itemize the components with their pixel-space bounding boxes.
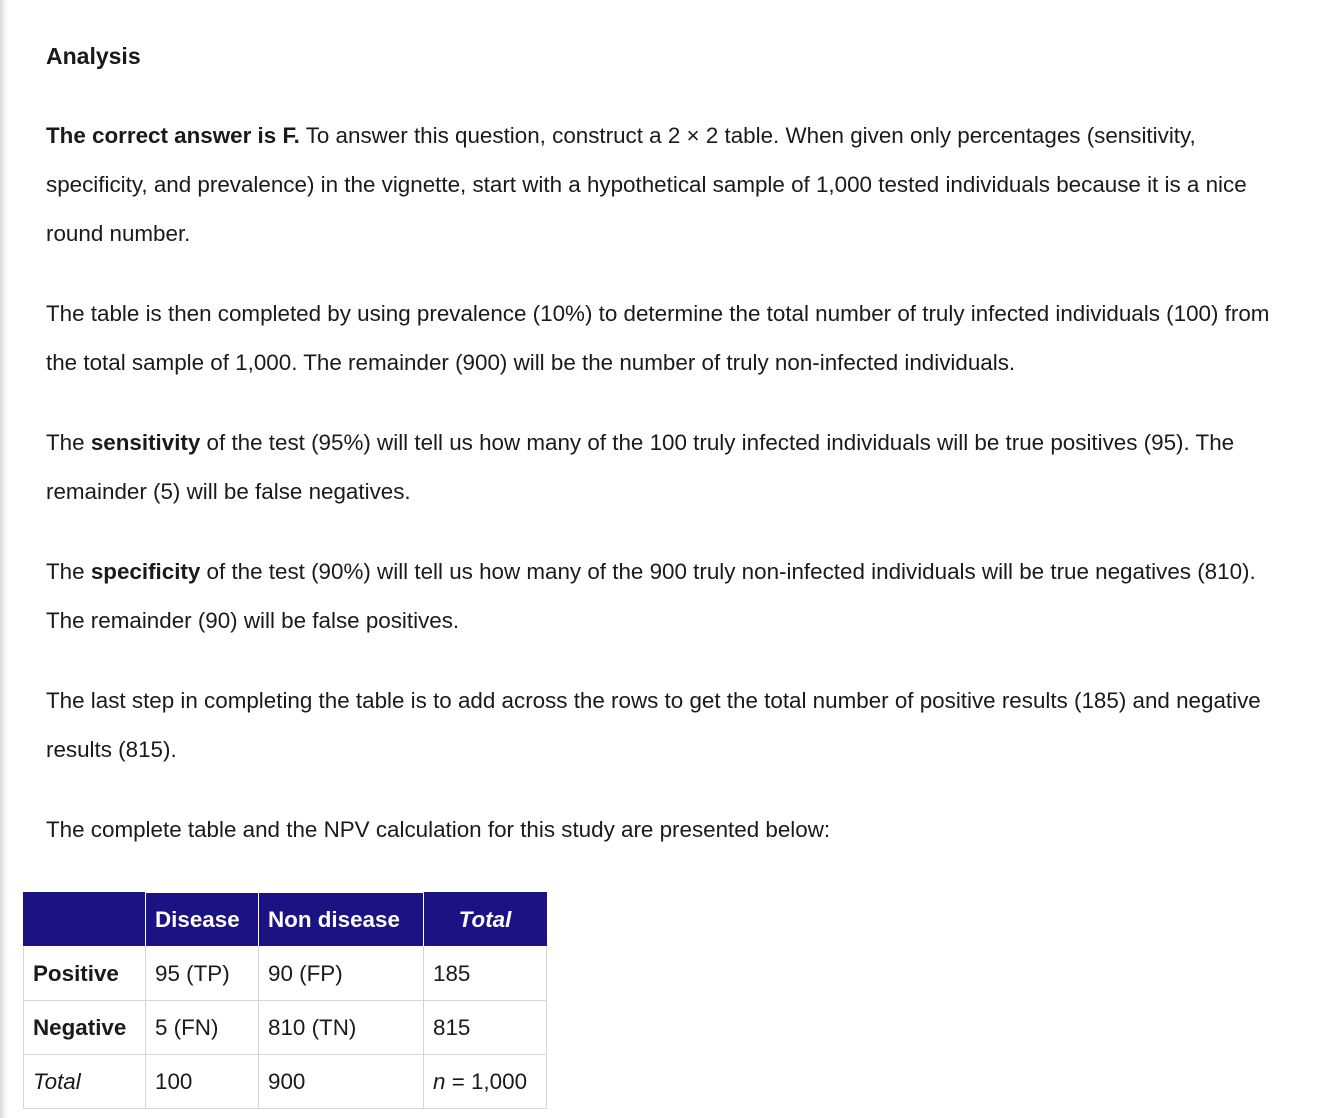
grand-total-value: = 1,000 xyxy=(451,1068,528,1094)
table-header-row xyxy=(24,893,547,947)
specificity-term: specificity xyxy=(90,559,201,584)
specificity-after: of the test (90%) will tell us how many of the 900 truly non-infected individuals will be true negatives (810). The remainder (90) will be false positives. xyxy=(46,559,1256,633)
row-label-total: Total xyxy=(24,1055,146,1109)
sensitivity-paragraph xyxy=(46,418,1296,516)
table-header-blank xyxy=(24,893,146,947)
cell-grand-total xyxy=(424,1055,547,1109)
analysis-content xyxy=(46,38,1296,854)
sensitivity-before: The xyxy=(46,430,91,455)
cell-true-negative: 810 (TN) xyxy=(259,1001,424,1055)
specificity-paragraph xyxy=(46,547,1296,645)
sensitivity-after: of the test (95%) will tell us how many of the 100 truly infected individuals will be true positives (95). The remainder (5) will be false negatives. xyxy=(46,430,1235,504)
table-intro-paragraph: The complete table and the NPV calculation for this study are presented below: xyxy=(46,817,831,842)
correct-answer-lead: The correct answer is F. xyxy=(46,123,300,148)
n-symbol: n xyxy=(433,1068,446,1094)
table-header-total: Total xyxy=(424,893,547,947)
table-row-negative xyxy=(24,1001,547,1055)
answer-text: To answer this question, construct a 2 × 2 table. When given only percentages (sensitivity, specificity, and prevalence) in the vignette, start with a hypothetical sample of 1,000 tested individuals because it is a nice round number. xyxy=(46,123,1247,246)
table-header-disease: Disease xyxy=(146,893,259,947)
table-row-positive xyxy=(24,947,547,1001)
cell-non-disease-total: 900 xyxy=(259,1055,424,1109)
prevalence-paragraph: The table is then completed by using prevalence (10%) to determine the total number of truly infected individuals (100) from the total sample of 1,000. The remainder (900) will be the number of truly non-infected individuals. xyxy=(46,301,1270,375)
two-by-two-table xyxy=(23,892,547,1109)
row-label-negative: Negative xyxy=(24,1001,146,1055)
table-header-non-disease: Non disease xyxy=(259,893,424,947)
cell-false-positive: 90 (FP) xyxy=(259,947,424,1001)
row-label-positive: Positive xyxy=(24,947,146,1001)
answer-paragraph xyxy=(46,111,1296,258)
specificity-before: The xyxy=(46,559,91,584)
analysis-heading: Analysis xyxy=(46,43,141,69)
cell-false-negative: 5 (FN) xyxy=(146,1001,259,1055)
cell-positive-total: 185 xyxy=(424,947,547,1001)
cell-true-positive: 95 (TP) xyxy=(146,947,259,1001)
totals-paragraph: The last step in completing the table is to add across the rows to get the total number of positive results (185) and negative results (815). xyxy=(46,688,1261,762)
cell-negative-total: 815 xyxy=(424,1001,547,1055)
window-left-edge xyxy=(0,0,8,1118)
table-row-total xyxy=(24,1055,547,1109)
sensitivity-term: sensitivity xyxy=(90,430,201,455)
cell-disease-total: 100 xyxy=(146,1055,259,1109)
